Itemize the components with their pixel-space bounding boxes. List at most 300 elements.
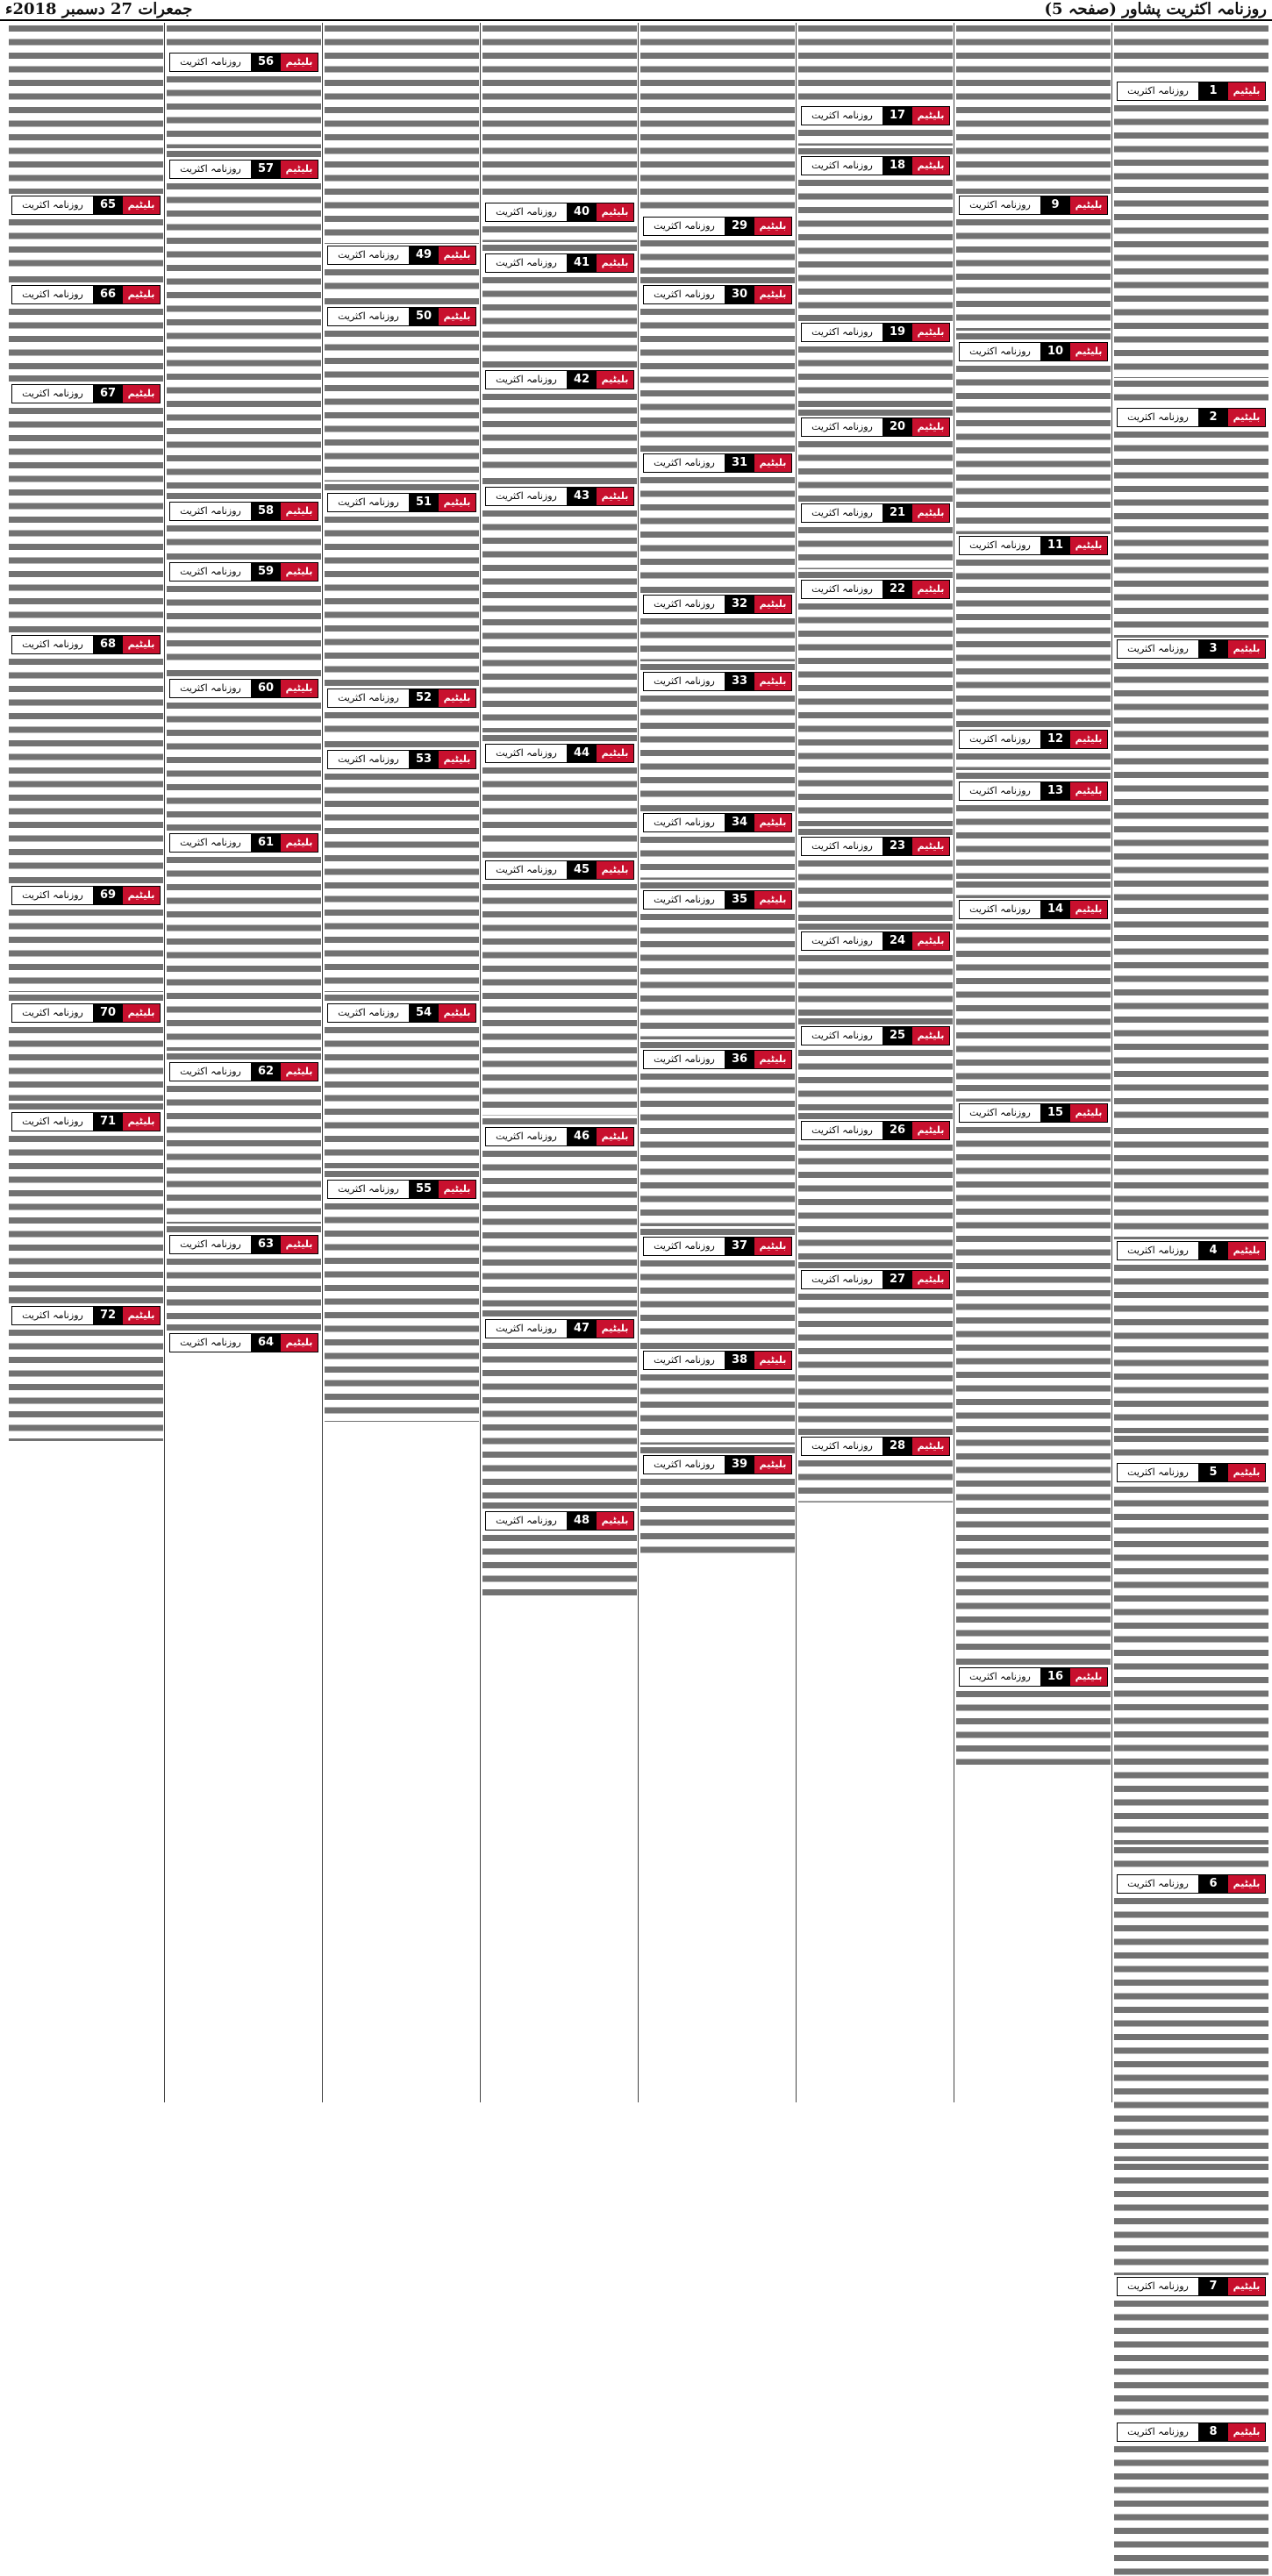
- notice-text: [167, 490, 321, 500]
- notice-header-15: [959, 1103, 1108, 1123]
- notice-text: [798, 1458, 953, 1502]
- notice-text: [482, 359, 637, 368]
- notice-tag: بلیٹیم: [281, 54, 318, 71]
- notice-tag: بلیٹیم: [439, 494, 475, 511]
- notice-label: روزنامہ اکثریت: [180, 837, 241, 848]
- notice-text: [167, 1083, 321, 1224]
- notice-text: [482, 275, 637, 359]
- notice-header-2: [1117, 408, 1266, 427]
- notice-tag: بلیٹیم: [912, 418, 949, 436]
- notice-text: [9, 1101, 163, 1110]
- notice-tag: بلیٹیم: [754, 1238, 791, 1255]
- notice-text: [167, 854, 321, 1051]
- notice-number: 61: [251, 834, 281, 852]
- notice-text: [640, 584, 795, 593]
- notice-header-25: [801, 1026, 950, 1045]
- notice-label: روزنامہ اکثریت: [811, 1274, 873, 1285]
- notice-text: [798, 407, 953, 416]
- notice-text: [1114, 524, 1268, 638]
- notice-label: روزنامہ اکثریت: [1127, 2280, 1189, 2292]
- notice-text: [325, 514, 479, 677]
- notice-header-5: [1117, 1463, 1266, 1482]
- notice-text: [640, 475, 795, 584]
- notice-label: روزنامہ اکثریت: [969, 1107, 1031, 1118]
- notice-header-18: [801, 156, 950, 175]
- notice-label: روزنامہ اکثریت: [969, 733, 1031, 745]
- notice-text: [798, 524, 953, 569]
- notice-header-20: [801, 417, 950, 437]
- notice-label: روزنامہ اکثریت: [811, 840, 873, 852]
- notice-text: [798, 146, 953, 154]
- notice-text: [482, 23, 637, 201]
- notice-label: روزنامہ اکثریت: [811, 326, 873, 338]
- notice-header-49: [327, 246, 476, 265]
- notice-tag: بلیٹیم: [123, 196, 160, 214]
- notice-header-22: [801, 580, 950, 599]
- notice-label: روزنامہ اکثریت: [811, 1030, 873, 1041]
- notice-text: [798, 601, 953, 826]
- notice-header-55: [327, 1180, 476, 1199]
- notice-tag: بلیٹیم: [1228, 409, 1265, 426]
- notice-label: روزنامہ اکثریت: [180, 1238, 241, 1250]
- notice-label: روزنامہ اکثریت: [338, 249, 399, 260]
- notice-text: [640, 616, 795, 661]
- notice-tag: بلیٹیم: [1070, 901, 1107, 918]
- column-8: [9, 23, 163, 2102]
- notice-text: [167, 1051, 321, 1060]
- notice-text: [482, 1148, 637, 1308]
- notice-number: 21: [883, 504, 912, 522]
- notice-number: 28: [883, 1438, 912, 1455]
- notice-text: [640, 1340, 795, 1349]
- notice-label: روزنامہ اکثریت: [969, 539, 1031, 551]
- notice-header-11: [959, 536, 1108, 555]
- masthead: [0, 0, 1272, 21]
- notice-number: 72: [93, 1307, 123, 1324]
- notice-label: روزنامہ اکثریت: [1127, 1466, 1189, 1478]
- notice-tag: بلیٹیم: [597, 1512, 633, 1530]
- notice-header-1: [1117, 82, 1266, 101]
- classifieds-columns: [0, 23, 1272, 2438]
- notice-text: [798, 1291, 953, 1426]
- column-1: [1114, 23, 1268, 2438]
- notice-header-50: [327, 307, 476, 326]
- notice-header-46: [485, 1127, 634, 1146]
- notice-number: 40: [567, 203, 597, 221]
- notice-number: 47: [567, 1320, 597, 1338]
- notice-text: [325, 1201, 479, 1422]
- notice-text: [798, 569, 953, 578]
- notice-tag: بلیٹیم: [439, 1004, 475, 1022]
- notice-number: 57: [251, 161, 281, 178]
- notice-text: [956, 718, 1111, 728]
- notice-text: [1114, 1845, 1268, 1873]
- notice-text: [9, 1295, 163, 1304]
- notice-header-53: [327, 750, 476, 769]
- notice-tag: بلیٹیم: [1228, 640, 1265, 658]
- notice-tag: بلیٹیم: [281, 680, 318, 697]
- notice-text: [9, 1327, 163, 1441]
- notice-tag: بلیٹیم: [281, 161, 318, 178]
- notice-header-41: [485, 253, 634, 273]
- notice-number: 44: [567, 745, 597, 762]
- notice-text: [640, 23, 795, 215]
- notice-text: [167, 667, 321, 677]
- notice-tag: بلیٹیم: [597, 254, 633, 272]
- notice-number: 37: [725, 1238, 754, 1255]
- notice-label: روزنامہ اکثریت: [496, 864, 557, 875]
- notice-number: 58: [251, 503, 281, 520]
- notice-tag: بلیٹیم: [1070, 1104, 1107, 1122]
- notice-text: [167, 523, 321, 551]
- notice-tag: بلیٹیم: [439, 308, 475, 325]
- notice-label: روزنامہ اکثریت: [22, 639, 83, 650]
- notice-text: [167, 74, 321, 148]
- notice-text: [9, 992, 163, 1002]
- notice-header-4: [1117, 1241, 1266, 1260]
- notice-label: روزنامہ اکثریت: [654, 1354, 715, 1366]
- notice-text: [325, 771, 479, 992]
- notice-header-70: [11, 1003, 161, 1023]
- notice-tag: بلیٹیم: [912, 1122, 949, 1139]
- notice-text: [1114, 2444, 1268, 2576]
- notice-header-16: [959, 1667, 1108, 1687]
- notice-text: [798, 953, 953, 1016]
- notice-text: [640, 1445, 795, 1453]
- notice-number: 70: [93, 1004, 123, 1022]
- notice-text: [482, 224, 637, 242]
- notice-text: [1114, 23, 1268, 80]
- notice-number: 17: [883, 107, 912, 125]
- notice-tag: بلیٹیم: [597, 861, 633, 879]
- notice-text: [482, 475, 637, 485]
- notice-header-67: [11, 384, 161, 403]
- notice-number: 3: [1198, 640, 1228, 658]
- notice-text: [9, 624, 163, 633]
- notice-header-68: [11, 635, 161, 654]
- notice-tag: بلیٹیم: [597, 203, 633, 221]
- notice-header-13: [959, 781, 1108, 801]
- notice-text: [956, 363, 1111, 515]
- notice-number: 27: [883, 1271, 912, 1288]
- notice-text: [956, 217, 1111, 331]
- notice-number: 48: [567, 1512, 597, 1530]
- notice-header-32: [643, 595, 792, 614]
- notice-tag: بلیٹیم: [281, 1334, 318, 1352]
- notice-text: [798, 23, 953, 104]
- notice-number: 65: [93, 196, 123, 214]
- notice-label: روزنامہ اکثریت: [1127, 1245, 1189, 1256]
- notice-label: روزنامہ اکثریت: [969, 785, 1031, 796]
- notice-text: [956, 803, 1111, 879]
- notice-number: 26: [883, 1122, 912, 1139]
- notice-text: [798, 1259, 953, 1268]
- notice-text: [956, 23, 1111, 194]
- notice-number: 62: [251, 1063, 281, 1081]
- notice-tag: بلیٹیم: [597, 745, 633, 762]
- notice-label: روزنامہ اکثریت: [180, 505, 241, 517]
- notice-text: [640, 803, 795, 811]
- notice-header-40: [485, 203, 634, 222]
- notice-number: 31: [725, 454, 754, 472]
- notice-text: [482, 391, 637, 475]
- notice-header-35: [643, 890, 792, 910]
- column-rule: [796, 23, 797, 2102]
- notice-label: روزنامہ اکثریت: [338, 310, 399, 322]
- notice-number: 49: [409, 246, 439, 264]
- notice-text: [9, 656, 163, 874]
- notice-tag: بلیٹیم: [281, 1236, 318, 1253]
- notice-label: روزنامہ اکثریت: [1127, 2426, 1189, 2437]
- notice-label: روزنامہ اکثریت: [496, 747, 557, 759]
- notice-header-9: [959, 196, 1108, 215]
- notice-number: 24: [883, 932, 912, 950]
- notice-header-66: [11, 285, 161, 304]
- notice-header-12: [959, 730, 1108, 749]
- notice-tag: بلیٹیم: [754, 814, 791, 831]
- notice-label: روزنامہ اکثریت: [22, 1309, 83, 1321]
- notice-text: [956, 879, 1111, 898]
- notice-text: [167, 148, 321, 158]
- notice-number: 39: [725, 1456, 754, 1474]
- notice-text: [640, 443, 795, 452]
- notice-tag: بلیٹیم: [597, 488, 633, 505]
- notice-label: روزنامہ اکثریت: [496, 257, 557, 268]
- notice-label: روزنامہ اکثریت: [496, 1323, 557, 1334]
- notice-tag: بلیٹیم: [1228, 1875, 1265, 1893]
- notice-text: [325, 992, 479, 1002]
- notice-label: روزنامہ اکثریت: [338, 1007, 399, 1018]
- notice-tag: بلیٹیم: [754, 218, 791, 235]
- notice-number: 25: [883, 1027, 912, 1045]
- notice-label: روزنامہ اکثریت: [496, 1515, 557, 1526]
- notice-number: 20: [883, 418, 912, 436]
- notice-header-31: [643, 453, 792, 473]
- notice-tag: بلیٹیم: [754, 1051, 791, 1068]
- notice-text: [1114, 2161, 1268, 2275]
- notice-text: [1114, 1433, 1268, 1461]
- notice-text: [1114, 2298, 1268, 2393]
- notice-text: [798, 826, 953, 835]
- notice-tag: بلیٹیم: [439, 751, 475, 768]
- notice-header-34: [643, 813, 792, 832]
- notice-tag: بلیٹیم: [912, 107, 949, 125]
- newspaper-name: روزنامہ اکثریت پشاور (صفحہ 5): [1044, 0, 1267, 18]
- notice-tag: بلیٹیم: [123, 1004, 160, 1022]
- notice-number: 50: [409, 308, 439, 325]
- notice-tag: بلیٹیم: [439, 1181, 475, 1198]
- notice-header-26: [801, 1121, 950, 1140]
- notice-text: [640, 880, 795, 888]
- notice-label: روزنامہ اکثریت: [654, 675, 715, 687]
- notice-header-51: [327, 493, 476, 512]
- notice-text: [798, 1047, 953, 1110]
- notice-number: 52: [409, 689, 439, 707]
- notice-label: روزنامہ اکثریت: [496, 490, 557, 502]
- notice-label: روزنامہ اکثریت: [1127, 411, 1189, 423]
- notice-label: روزنامہ اکثریت: [654, 598, 715, 610]
- notice-text: [9, 23, 163, 194]
- notice-label: روزنامہ اکثریت: [969, 346, 1031, 357]
- notice-label: روزنامہ اکثریت: [496, 206, 557, 218]
- notice-label: روزنامہ اکثریت: [22, 199, 83, 211]
- notice-text: [482, 881, 637, 1116]
- notice-tag: بلیٹیم: [912, 324, 949, 341]
- notice-number: 22: [883, 581, 912, 598]
- notice-number: 4: [1198, 1242, 1228, 1259]
- notice-tag: بلیٹیم: [912, 1027, 949, 1045]
- notice-text: [167, 583, 321, 667]
- notice-text: [9, 306, 163, 373]
- notice-text: [482, 1532, 637, 1598]
- notice-number: 19: [883, 324, 912, 341]
- notice-tag: بلیٹیم: [754, 286, 791, 303]
- notice-tag: بلیٹیم: [123, 636, 160, 653]
- column-rule: [1111, 23, 1112, 2102]
- notice-tag: بلیٹیم: [912, 157, 949, 175]
- notice-tag: بلیٹیم: [439, 246, 475, 264]
- notice-tag: بلیٹیم: [754, 673, 791, 690]
- notice-header-69: [11, 886, 161, 905]
- notice-tag: بلیٹیم: [281, 563, 318, 581]
- notice-text: [640, 238, 795, 275]
- notice-tag: بلیٹیم: [1070, 731, 1107, 748]
- notice-number: 54: [409, 1004, 439, 1022]
- notice-label: روزنامہ اکثریت: [654, 289, 715, 300]
- notice-label: روزنامہ اکثریت: [180, 163, 241, 175]
- notice-tag: بلیٹیم: [1070, 343, 1107, 360]
- notice-tag: بلیٹیم: [1228, 1464, 1265, 1481]
- notice-text: [956, 1688, 1111, 1765]
- notice-label: روزنامہ اکثریت: [22, 388, 83, 399]
- notice-number: 67: [93, 385, 123, 403]
- column-2: [956, 23, 1111, 2102]
- notice-tag: بلیٹیم: [281, 1063, 318, 1081]
- notice-header-42: [485, 370, 634, 389]
- notice-label: روزنامہ اکثریت: [22, 289, 83, 300]
- notice-number: 53: [409, 751, 439, 768]
- notice-text: [9, 1133, 163, 1295]
- notice-number: 7: [1198, 2278, 1228, 2295]
- notice-header-39: [643, 1455, 792, 1474]
- notice-number: 8: [1198, 2423, 1228, 2441]
- notice-number: 16: [1040, 1668, 1070, 1686]
- notice-label: روزنامہ اکثریت: [654, 1053, 715, 1065]
- notice-tag: بلیٹیم: [1070, 196, 1107, 214]
- notice-text: [167, 1256, 321, 1322]
- notice-header-71: [11, 1112, 161, 1131]
- notice-tag: بلیٹیم: [1228, 1242, 1265, 1259]
- notice-text: [1114, 378, 1268, 406]
- notice-number: 13: [1040, 782, 1070, 800]
- notice-tag: بلیٹیم: [281, 503, 318, 520]
- notice-number: 69: [93, 887, 123, 904]
- notice-text: [798, 1016, 953, 1024]
- notice-tag: بلیٹیم: [912, 932, 949, 950]
- notice-tag: بلیٹیم: [912, 1438, 949, 1455]
- notice-label: روزنامہ اکثریت: [811, 421, 873, 432]
- notice-header-65: [11, 196, 161, 215]
- notice-header-29: [643, 217, 792, 236]
- notice-tag: بلیٹیم: [123, 385, 160, 403]
- notice-tag: بلیٹیم: [1070, 1668, 1107, 1686]
- notice-text: [167, 1322, 321, 1331]
- notice-tag: بلیٹیم: [123, 1113, 160, 1131]
- notice-text: [482, 732, 637, 742]
- notice-label: روزنامہ اکثریت: [180, 566, 241, 577]
- notice-tag: بلیٹیم: [597, 371, 633, 389]
- notice-header-47: [485, 1319, 634, 1338]
- notice-header-57: [169, 160, 318, 179]
- notice-text: [325, 1168, 479, 1178]
- notice-header-17: [801, 106, 950, 125]
- notice-text: [640, 1476, 795, 1559]
- notice-text: [482, 242, 637, 252]
- notice-tag: بلیٹیم: [912, 504, 949, 522]
- notice-tag: بلیٹیم: [1228, 2278, 1265, 2295]
- notice-text: [640, 275, 795, 283]
- notice-number: 60: [251, 680, 281, 697]
- notice-text: [325, 710, 479, 739]
- notice-text: [956, 557, 1111, 718]
- notice-text: [325, 1024, 479, 1168]
- notice-number: 45: [567, 861, 597, 879]
- notice-header-27: [801, 1270, 950, 1289]
- notice-number: 1: [1198, 82, 1228, 100]
- notice-number: 51: [409, 494, 439, 511]
- notice-number: 42: [567, 371, 597, 389]
- notice-text: [167, 181, 321, 490]
- notice-number: 71: [93, 1113, 123, 1131]
- notice-label: روزنامہ اکثریت: [180, 682, 241, 694]
- notice-text: [798, 127, 953, 146]
- notice-text: [640, 1039, 795, 1048]
- notice-tag: بلیٹیم: [754, 596, 791, 613]
- notice-header-28: [801, 1437, 950, 1456]
- column-rule: [480, 23, 481, 2102]
- notice-text: [956, 515, 1111, 534]
- notice-number: 32: [725, 596, 754, 613]
- notice-header-59: [169, 562, 318, 582]
- notice-label: روزنامہ اکثریت: [1127, 643, 1189, 654]
- notice-label: روزنامہ اکثریت: [811, 507, 873, 518]
- issue-date: جمعرات 27 دسمبر 2018ء: [5, 0, 193, 18]
- notice-text: [167, 551, 321, 560]
- notice-number: 9: [1040, 196, 1070, 214]
- notice-tag: بلیٹیم: [597, 1320, 633, 1338]
- notice-header-8: [1117, 2423, 1266, 2442]
- notice-text: [956, 770, 1111, 780]
- notice-label: روزنامہ اکثریت: [180, 56, 241, 68]
- notice-text: [1114, 1895, 1268, 2161]
- notice-label: روزنامہ اکثریت: [654, 817, 715, 828]
- notice-label: روزنامہ اکثریت: [811, 1124, 873, 1136]
- notice-text: [9, 274, 163, 283]
- notice-number: 18: [883, 157, 912, 175]
- notice-text: [167, 23, 321, 51]
- notice-header-14: [959, 900, 1108, 919]
- notice-label: روزنامہ اکثریت: [496, 1131, 557, 1142]
- notice-text: [1114, 1125, 1268, 1239]
- notice-header-7: [1117, 2277, 1266, 2296]
- notice-text: [640, 911, 795, 1039]
- notice-header-38: [643, 1351, 792, 1370]
- notice-header-30: [643, 285, 792, 304]
- notice-number: 34: [725, 814, 754, 831]
- notice-text: [325, 739, 479, 748]
- notice-text: [956, 1656, 1111, 1666]
- notice-label: روزنامہ اکثریت: [811, 583, 873, 595]
